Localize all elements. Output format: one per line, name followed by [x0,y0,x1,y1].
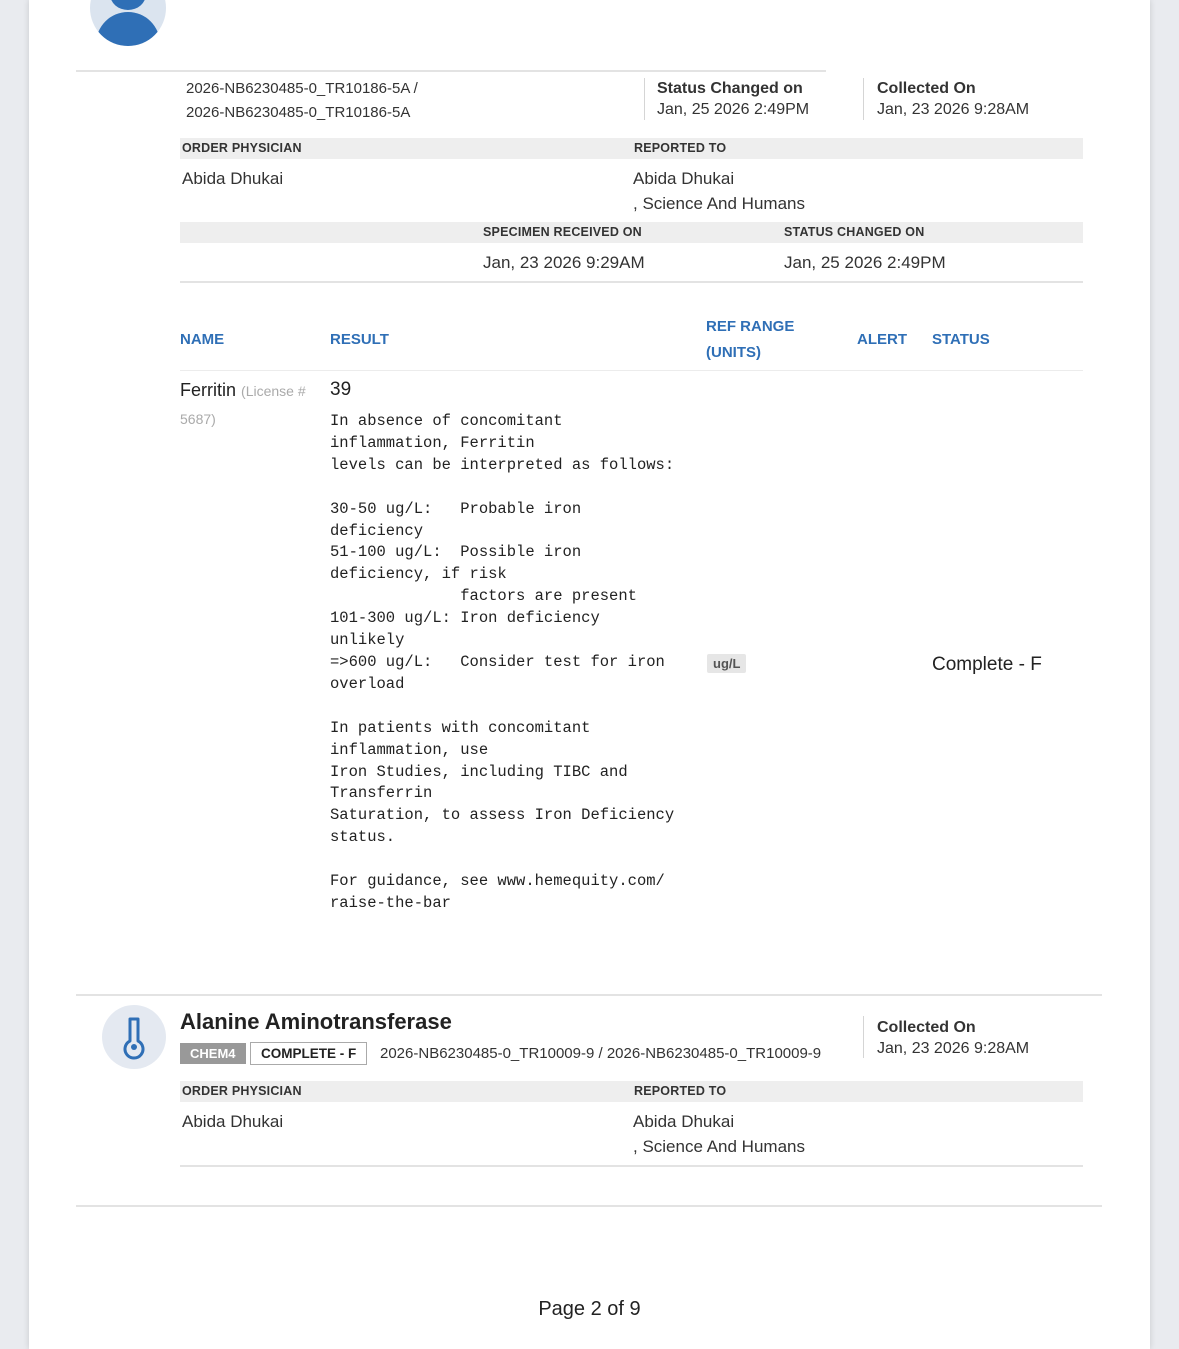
reported-to-org: , Science And Humans [633,194,805,213]
order-physician-name: Abida Dhukai [182,1112,284,1131]
column-header-name: NAME [180,331,225,348]
specimen-received-label: SPECIMEN RECEIVED ON [483,225,642,239]
specimen-received-value: Jan, 23 2026 9:29AM [483,253,645,272]
thermometer-icon [102,1005,166,1069]
divider [76,70,826,72]
license-number: (License # [241,383,306,399]
divider [863,1016,864,1058]
license-number-line2: 5687) [180,411,216,427]
column-header-units: (UNITS) [706,344,761,361]
order-physician-label: ORDER PHYSICIAN [182,141,302,155]
reported-to-name: Abida Dhukai [633,169,735,188]
user-avatar-icon [90,0,166,46]
status-changed-label: Status Changed on [657,80,803,97]
column-header-ref-range: REF RANGE [706,318,795,335]
reported-to-label: REPORTED TO [634,141,727,155]
collected-on-label: Collected On [877,80,976,97]
test-title: Alanine Aminotransferase [180,1009,452,1034]
divider [644,78,645,120]
column-header-result: RESULT [330,331,389,348]
divider [76,1205,1102,1207]
status-changed-value: Jan, 25 2026 2:49PM [657,101,810,118]
collected-on-value: Jan, 23 2026 9:28AM [877,101,1030,118]
divider [863,78,864,120]
page-number: Page 2 of 9 [538,1298,641,1320]
divider [180,370,1083,371]
order-physician-name: Abida Dhukai [182,169,284,188]
accession-number: 2026-NB6230485-0_TR10009-9 / 2026-NB6230485-0_TR10009-9 [380,1045,822,1062]
table-row [180,380,306,401]
status-tag: COMPLETE - F [250,1042,367,1065]
reported-to-org: , Science And Humans [633,1137,805,1156]
specimen-header-band [180,222,1083,243]
units-badge: ug/L [707,654,746,673]
test-name: Ferritin [180,380,237,400]
panel-tag: CHEM4 [180,1043,246,1064]
column-header-alert: ALERT [857,331,907,348]
status-value: Complete - F [932,654,1042,675]
divider [180,1165,1083,1167]
order-physician-label: ORDER PHYSICIAN [182,1084,302,1098]
physician-header-band [180,1081,1083,1102]
collected-on-label: Collected On [877,1019,976,1036]
divider [180,281,1083,283]
result-value: 39 [330,379,352,400]
accession-number-line2: 2026-NB6230485-0_TR10186-5A [186,104,411,121]
status-changed-on-label: STATUS CHANGED ON [784,225,925,239]
physician-header-band [180,138,1083,159]
accession-number: 2026-NB6230485-0_TR10186-5A / [186,80,418,97]
collected-on-value: Jan, 23 2026 9:28AM [877,1040,1030,1057]
column-header-status: STATUS [932,331,990,348]
divider [76,994,1102,996]
result-comment: In absence of concomitant inflammation, Ferritin levels can be interpreted as follows: 30-50 ug/L: Probable iron deficiency 51-100 ug/L: Possible iron deficiency, if risk factors are present 101-300 ug/L: Iron deficiency unlikely =>600 ug/L: Consider test for iron overload In patients with concomitant inflammation, use Iron Studies, including TIBC and Transferrin Saturation, to assess Iron Deficiency status. For guidance, see www.hemequity.com/ raise-the-bar [330,412,675,912]
reported-to-label: REPORTED TO [634,1084,727,1098]
status-changed-on-value: Jan, 25 2026 2:49PM [784,253,946,272]
reported-to-name: Abida Dhukai [633,1112,735,1131]
